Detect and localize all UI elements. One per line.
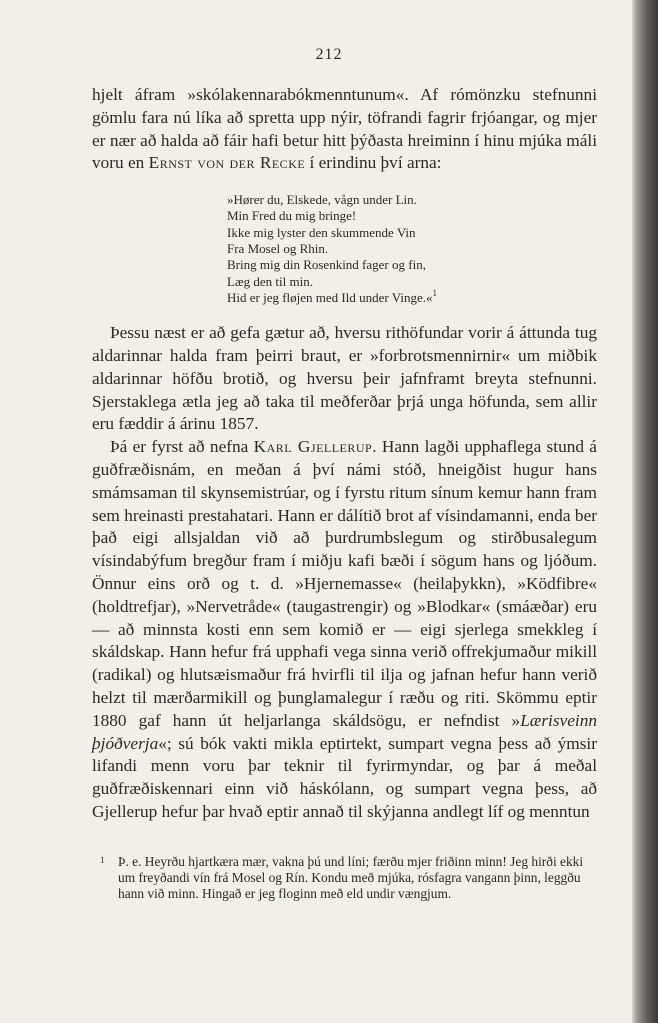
poem-line: Bring mig din Rosenkind fager og fin,: [227, 257, 426, 273]
poem-line: Ikke mig lyster den skummende Vin: [227, 224, 416, 240]
page-edge-shadow: [632, 0, 658, 1023]
poem-line: Fra Mosel og Rhin.: [227, 241, 329, 257]
author-name-recke: Ernst von der Recke: [148, 153, 306, 173]
footnote-text: Þ. e. Heyrðu hjartkæra mær, vakna þú und líni; færðu mjer friðinn minn! Jeg hirði ekki um freyðandi vín frá Mosel og Rín. Kondu með mjúka, rósfagra vangann þinn, leggðu hann við minn. Hingað er jeg floginn með eld undir vængjum.: [118, 854, 584, 901]
poem-line-last: [227, 287, 597, 306]
paragraph-3-text-b: . Hann lagði upphaflega stund á guðfræðisnám, en meðan á því námi stóð, hneigðist hugur hans smámsaman til skynsemistrúar, og í fyrstu ritum sínum kemur hann fram sem hreinasti prestahatari. Hann er dálítið brot af vísindamanni, enda ber það eigi allsjaldan við að þurdrumbslegum og stirðbusalegum vísindabýfum bregður fram í miðju kafi bæði í sögum hans og ljóðum. Önnur eins orð og t. d. »Hjernemasse« (heilaþykkn), »Ködfibre« (holdtrefjar), »Nervetråde« (taugastrengir) og »Blodkar« (smáæðar) eru — að minnsta kosti enn sem komið er — eigi sjerlega smekkleg í skáldskap. Hann hefur frá upphafi vega sinna verið offrekjumaður mikill (radikal) og hlutsæismaður frá hvirfli til ilja og jafnan hefur hann verið helzt til mærðarmikill og þunglamalegur í ræðu og riti. Skömmu eptir 1880 gaf hann út heljarlanga skáldsögu, er nefndist »: [92, 437, 597, 730]
poem-line: »Hører du, Elskede, vågn under Lin.: [227, 192, 417, 208]
paragraph-2: Þessu næst er að gefa gætur að, hversu rithöfundar vorir á áttunda tug aldarinnar halda fram þeirri braut, er »forbrotsmennirnir« um miðbik aldarinnar höfðu brotið, og hversu þeir jafnframt breyta stefnunni. Sjerstaklega ætla jeg að taka til meðferðar þrjá unga höfunda, sem allir eru fæddir á árinu 1857.: [92, 323, 597, 434]
footnote-reference: 1: [432, 287, 437, 298]
poem-line: Hid er jeg fløjen med Ild under Vinge.«: [227, 289, 433, 305]
paragraph-1-text-b: í erindinu því arna:: [305, 153, 442, 173]
page-number: 212: [315, 46, 343, 63]
book-title: Lærisveinn þjóðverja: [92, 710, 597, 753]
author-name-gjellerup: Karl Gjellerup: [253, 437, 373, 457]
footnote-marker: 1: [100, 855, 105, 865]
poem-line: Læg den til min.: [227, 273, 313, 289]
poem: [227, 192, 597, 306]
poem-line: Min Fred du mig bringe!: [227, 208, 357, 224]
paragraph-1: [92, 84, 597, 175]
footnote: [100, 854, 598, 902]
paragraph-3-text-c: «; sú bók vakti mikla eptirtekt, sumpart vegna þess að ýmsir lifandi menn voru þar teknir til fyrirmyndar, og þar á meðal guðfræðiskennari einn við háskólann, og sumpart vegna þess, að Gjellerup hefur þar hvað eptir annað til skýjanna andlegt líf og menntun: [92, 733, 597, 821]
paragraph-1-text-a: hjelt áfram »skólakennarabókmenntunum«. Af rómönzku stefnunni gömlu fara nú líka að spretta upp nýir, töfrandi fagrir frjóangar, og mjer er nær að halda að fáir hafi betur hitt þýðasta hreiminn í hinu mjúka máli voru en: [92, 85, 597, 173]
paragraph-3: [92, 436, 597, 824]
main-text: [92, 84, 597, 824]
paragraph-3-text-a: Þá er fyrst að nefna: [110, 437, 254, 457]
